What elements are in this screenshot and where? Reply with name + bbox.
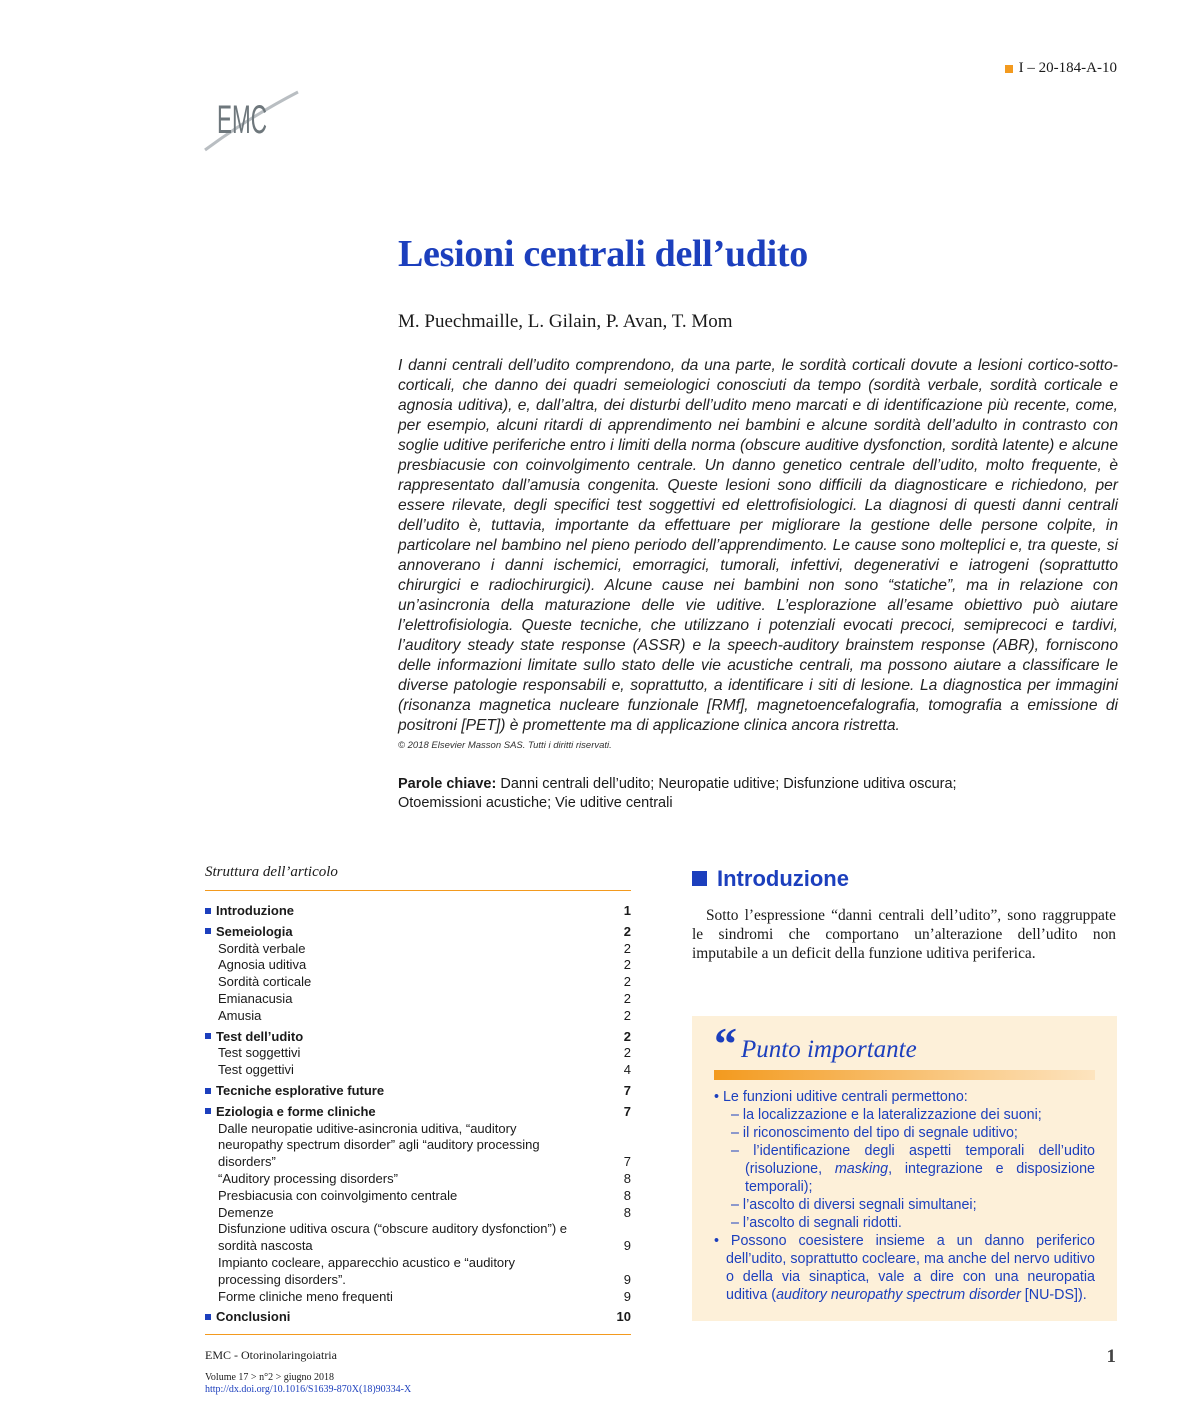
key-point-bullet: • Possono coesistere insieme a un danno periferico dell’udito, soprattutto cocleare, ma anche del nervo uditivo o della via sinaptica, vale a dire con una neuropatia uditiva (auditory neuropathy spectrum disorder [NU-DS]). <box>714 1233 1095 1303</box>
keywords <box>398 775 1018 813</box>
doi-link[interactable]: http://dx.doi.org/10.1016/S1639-870X(18)90334-X <box>205 1384 412 1395</box>
introduction-text: Sotto l’espressione “danni centrali dell’udito”, sono raggruppate le sindromi che comportano un’alterazione dell’udito non imputabile a un deficit della funzione uditiva periferica. <box>692 907 1116 962</box>
toc-section-heading[interactable] <box>205 1083 631 1100</box>
toc-label: Impianto cocleare, apparecchio acustico e “auditory processing disorders”. <box>218 1254 515 1287</box>
quote-icon: “ <box>714 1018 737 1069</box>
toc-section <box>205 924 631 1025</box>
toc-item[interactable] <box>205 1045 631 1062</box>
toc-item[interactable] <box>205 1121 631 1171</box>
toc-list <box>205 903 631 1326</box>
logo-text: EMC <box>217 98 267 142</box>
abstract: I danni centrali dell’udito comprendono, da una parte, le sordità corticali dovute a lesioni cortico-sotto-corticali, che danno dei quadri semeiologici conosciuti da tempo (sordità verbale, sordità corticale e agnosia uditiva), e, dall’altra, dei disturbi dell’udito meno marcati e di identificazione più recente, come, per esempio, alcuni ritardi di apprendimento nei bambini e alcune sordità dell’adulto in contrasto con soglie uditive periferiche entro i limiti della norma (obscure auditive dysfonction, sordità latente) e alcune presbiacusie con coinvolgimento centrale. Un danno genetico centrale dell’udito, molto frequente, è rappresentato dall’amusia congenita. Queste lesioni sono difficili da diagnosticare e richiedono, per essere rilevate, degli specifici test soggettivi ed elettrofisiologici. La diagnosi di questi danni centrali dell’udito è, tuttavia, importante da effettuare per migliorare la gestione delle persone colpite, in particolare nel bambino nel pieno periodo dell’apprendimento. Le cause sono molteplici e, tra queste, si annoverano i danni ischemici, emorragici, tumorali, infettivi, degenerativi e iatrogeni (soprattutto chirurgici e radiochirurgici). Alcune cause nei bambini non sono “statiche”, ma in relazione con un’asincronia della maturazione delle vie uditive. L’esplorazione all’esame obiettivo può aiutare l’elettrofisiologia. Queste tecniche, che utilizzano i potenziali evocati precoci, semiprecoci e tardivi, l’auditory steady state response (ASSR) e la speech-auditory brainstem response (ABR), forniscono delle informazioni limitate sullo stato delle vie acustiche centrali, ma possono aiutare a classificare le diverse patologie responsabili e, soprattutto, a identificare i siti di lesione. La diagnostica per immagini (risonanza magnetica nucleare funzionale [RMf], magnetoencefalografia, tomografia a emissione di positroni [PET]) è promettente ma di applicazione clinica ancora ristretta. <box>398 357 1118 734</box>
key-point-dash: – il riconoscimento del tipo di segnale uditivo; <box>731 1125 1018 1141</box>
toc-section-heading[interactable] <box>205 924 631 941</box>
toc-section <box>205 1104 631 1306</box>
article-title: Lesioni centrali dell’udito <box>398 233 808 275</box>
toc-item[interactable] <box>205 1008 631 1025</box>
toc-label: Emianacusia <box>218 990 293 1006</box>
toc-page: 8 <box>623 1170 631 1186</box>
key-point-dash: – l’ascolto di diversi segnali simultanei; <box>731 1197 977 1213</box>
key-point-dash: – l’ascolto di segnali ridotti. <box>731 1215 902 1231</box>
table-of-contents <box>205 864 631 1335</box>
blue-square-icon <box>692 871 707 886</box>
toc-item[interactable] <box>205 1221 631 1255</box>
toc-label: Presbiacusia con coinvolgimento centrale <box>218 1187 458 1203</box>
toc-section-heading[interactable] <box>205 1104 631 1121</box>
key-point-header <box>714 1018 917 1069</box>
toc-item[interactable] <box>205 1171 631 1188</box>
toc-section-heading[interactable] <box>205 903 631 920</box>
key-point-rule <box>714 1070 1095 1080</box>
article-reference: I – 20-184-A-10 <box>1005 60 1117 77</box>
toc-label: Demenze <box>218 1204 274 1220</box>
toc-page: 2 <box>623 940 631 956</box>
toc-label: Semeiologia <box>205 924 607 941</box>
toc-label: Sordità corticale <box>218 974 312 990</box>
orange-square-icon <box>1005 65 1013 73</box>
toc-page: 10 <box>616 1309 631 1325</box>
toc-page: 8 <box>623 1204 631 1220</box>
toc-page: 9 <box>623 1288 631 1304</box>
toc-page: 9 <box>623 1238 631 1254</box>
toc-page: 2 <box>623 1045 631 1061</box>
journal-name: EMC - Otorinolaringoiatria <box>205 1348 337 1362</box>
volume-info: Volume 17 > n°2 > giugno 2018 <box>205 1372 334 1383</box>
copyright: © 2018 Elsevier Masson SAS. Tutti i diritti riservati. <box>398 740 612 751</box>
toc-label: Forme cliniche meno frequenti <box>218 1288 393 1304</box>
keywords-list: Danni centrali dell’udito; Neuropatie uditive; Disfunzione uditiva oscura; Otoemissioni acustiche; Vie uditive centrali <box>398 776 957 811</box>
toc-page: 7 <box>623 1103 631 1119</box>
introduction-heading: Introduzione <box>692 866 849 892</box>
keywords-label: Parole chiave: <box>398 776 497 792</box>
toc-section <box>205 1309 631 1326</box>
toc-item[interactable] <box>205 1255 631 1289</box>
toc-label: Conclusioni <box>205 1309 607 1326</box>
toc-item[interactable] <box>205 1062 631 1079</box>
toc-label: Test oggettivi <box>218 1062 294 1078</box>
toc-page: 2 <box>623 1028 631 1044</box>
article-authors: M. Puechmaille, L. Gilain, P. Avan, T. Mom <box>398 311 733 332</box>
toc-label: Dalle neuropatie uditive-asincronia uditiva, “auditory neuropathy spectrum disorder” agli “auditory processing disorders” <box>218 1120 540 1170</box>
toc-page: 8 <box>623 1187 631 1203</box>
toc-label: Introduzione <box>205 903 607 920</box>
toc-item[interactable] <box>205 1289 631 1306</box>
toc-item[interactable] <box>205 1188 631 1205</box>
key-point-dash: – l’identificazione degli aspetti temporali dell’udito (risoluzione, masking, integrazione e disposizione temporali); <box>731 1143 1095 1195</box>
toc-item[interactable] <box>205 991 631 1008</box>
toc-page: 2 <box>623 957 631 973</box>
key-point-body <box>714 1088 1095 1304</box>
toc-section-heading[interactable] <box>205 1309 631 1326</box>
toc-label: Test dell’udito <box>205 1029 607 1046</box>
page-number: 1 <box>1106 1346 1116 1367</box>
emc-logo <box>203 78 303 158</box>
toc-label: Test soggettivi <box>218 1045 301 1061</box>
toc-label: Tecniche esplorative future <box>205 1083 607 1100</box>
toc-item[interactable] <box>205 941 631 958</box>
key-point-dash: – la localizzazione e la lateralizzazione dei suoni; <box>731 1107 1042 1123</box>
toc-page: 2 <box>623 990 631 1006</box>
toc-label: Eziologia e forme cliniche <box>205 1104 607 1121</box>
toc-label: Agnosia uditiva <box>218 957 307 973</box>
toc-page: 7 <box>623 1154 631 1170</box>
toc-label: Sordità verbale <box>218 940 306 956</box>
toc-page: 2 <box>623 1007 631 1023</box>
toc-item[interactable] <box>205 1205 631 1222</box>
toc-label: “Auditory processing disorders” <box>218 1170 398 1186</box>
toc-page: 4 <box>623 1062 631 1078</box>
toc-label: Disfunzione uditiva oscura (“obscure auditory dysfonction”) e sordità nascosta <box>218 1221 568 1254</box>
toc-section <box>205 1083 631 1100</box>
publication-info <box>205 1372 411 1396</box>
key-point-box <box>692 1016 1117 1321</box>
key-point-bullet: • Le funzioni uditive centrali permettono: <box>714 1089 968 1105</box>
toc-item[interactable] <box>205 957 631 974</box>
toc-page: 2 <box>623 974 631 990</box>
toc-section <box>205 1029 631 1079</box>
toc-page: 2 <box>623 923 631 939</box>
toc-item[interactable] <box>205 974 631 991</box>
toc-section-heading[interactable] <box>205 1029 631 1046</box>
toc-title: Struttura dell’articolo <box>205 864 631 891</box>
key-point-title: Punto importante <box>741 1036 917 1063</box>
toc-section <box>205 903 631 920</box>
toc-page: 1 <box>623 903 631 918</box>
toc-page: 9 <box>623 1271 631 1287</box>
toc-label: Amusia <box>218 1007 262 1023</box>
toc-page: 7 <box>623 1082 631 1098</box>
